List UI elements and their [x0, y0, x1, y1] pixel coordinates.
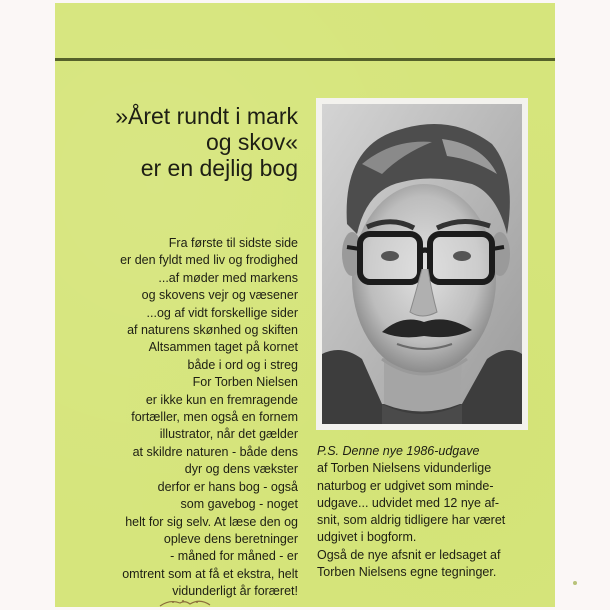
postscript-line: snit, som aldrig tidligere har været [317, 513, 506, 528]
blurb-line: ...af møder med markens [158, 270, 298, 285]
blurb-line: Altsammen taget på kornet [148, 340, 298, 355]
heading-line: er en dejlig bog [140, 155, 298, 181]
author-portrait-photo [322, 104, 522, 424]
blurb-line: opleve dens beretninger [163, 531, 298, 546]
cover-heading [55, 103, 298, 181]
blurb-text [55, 235, 298, 601]
blurb-line: at skildre naturen - både dens [132, 444, 298, 459]
blurb-line: fortæller, men også en fornem [131, 410, 298, 425]
blurb-line: ...og af vidt forskellige sider [146, 305, 298, 320]
blurb-line: For Torben Nielsen [192, 375, 298, 390]
postscript-line: Torben Nielsens egne tegninger. [317, 565, 497, 580]
blurb-line: derfor er hans bog - også [157, 479, 298, 494]
author-photo-frame [316, 98, 528, 430]
blurb-line: illustrator, når det gælder [159, 427, 298, 442]
postscript-line: P.S. Denne nye 1986-udgave [317, 444, 480, 458]
blurb-line: Fra første til sidste side [168, 236, 298, 250]
postscript-line: naturbog er udgivet som minde- [317, 478, 494, 493]
blurb-line: dyr og dens vækster [184, 462, 298, 477]
heading-line: og skov« [205, 129, 298, 155]
blurb-line: omtrent som at få et ekstra, helt [122, 566, 298, 581]
decorative-speck-icon [570, 578, 580, 588]
postscript-line: Også de nye afsnit er ledsaget af [317, 547, 501, 562]
postscript-text [317, 443, 537, 581]
blurb-line: er ikke kun en fremragende [145, 392, 298, 407]
book-back-cover [55, 3, 555, 607]
postscript-line: af Torben Nielsens vidunderlige [317, 461, 492, 476]
blurb-line: helt for sig selv. At læse den og [125, 514, 298, 529]
blurb-line: - måned for måned - er [170, 549, 298, 564]
portrait-illustration-icon [322, 104, 522, 424]
decorative-plant-ornament-icon [155, 597, 215, 607]
postscript-line: udgave... udvidet med 12 nye af- [317, 495, 500, 510]
postscript-line: udgivet i bogform. [317, 530, 417, 545]
blurb-line: og skovens vejr og væsener [141, 288, 298, 303]
blurb-line: af naturens skønhed og skiften [127, 323, 298, 338]
blurb-line: både i ord og i streg [187, 357, 298, 372]
blurb-line: som gavebog - noget [180, 497, 298, 512]
horizontal-rule [55, 58, 555, 61]
blurb-line: vidunderligt år foræret! [172, 584, 298, 599]
blurb-line: er den fyldt med liv og frodighed [120, 253, 298, 268]
heading-line: »Året rundt i mark [115, 103, 298, 129]
